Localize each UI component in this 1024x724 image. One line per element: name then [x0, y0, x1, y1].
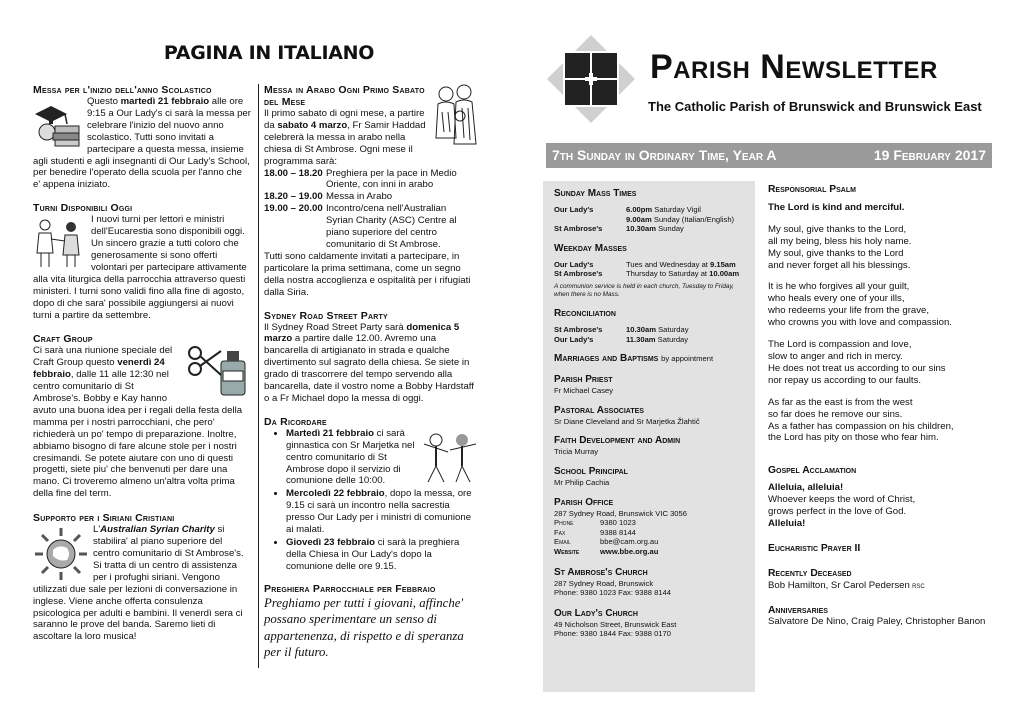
table-row: Email bbe@cam.org.au — [554, 537, 750, 547]
schedule-time: 19.00 – 20.00 — [264, 203, 323, 215]
weekday-note: A communion service is held in each church, Tuesday to Friday, when there is no Mass. — [554, 282, 734, 298]
psalm-stanza — [768, 224, 998, 272]
arabo-schedule — [264, 168, 476, 251]
psalm-stanza — [768, 281, 998, 329]
craft-text: Ci sarà una riunione speciale del Craft Group questo venerdì 24 febbraio, dalle 11 alle 12:30 nel centro comunitario di St Ambrose's. Bobby e Kay hanno avuto una buona idea per i regali della festa della mamma per i nostri parrocchiani, che pero' richiederà un po' tempo di preparazione. Inoltre, abbiamo bisogno di fare alcune stole per i nostri cresimandi. Se potete aiutare con uno di questi progetti, siete piu' che benvenuti per dare una mano. Ci troveremo almeno un'altra volta prima della fine del term. — [33, 345, 243, 500]
st-ambrose-phone: Phone: 9380 1023 Fax: 9388 8144 — [554, 588, 671, 598]
table-row: 9.00am Sunday (Italian/English) — [626, 214, 735, 224]
psalm-line: nor repay us according to our faults. — [768, 374, 922, 386]
parish-logo-icon — [545, 33, 637, 125]
section-heading: Responsorial Psalm — [768, 184, 856, 195]
arabo-intro: Il primo sabato di ogni mese, a partire da sabato 4 marzo, Fr Samir Haddad celebrerà la messa in arabo nella chiesa di St Ambrose. Ogni mese il programma sarà: — [264, 108, 426, 167]
deceased-names: Bob Hamilton, Sr Carol Pedersen rsc — [768, 579, 925, 591]
volunteers-icon — [33, 217, 87, 269]
psalm-line: so far does he remove our sins. — [768, 408, 903, 420]
psalm-line: who redeems your life from the grave, — [768, 305, 930, 317]
page-title-italian: PAGINA IN ITALIANO — [163, 42, 375, 64]
arabo-outro: Tutti sono caldamente invitati a partecipare, in particolare la prima settimana, come un segno della nostra accoglienza e ospitalità per i rifugiati dalla Siria. — [264, 250, 471, 298]
mass-times-table — [554, 205, 750, 234]
section-turni — [33, 202, 251, 321]
table-row: St Ambrose's 10.30am Saturday — [554, 324, 689, 334]
weekday-table — [554, 260, 750, 279]
gospel-line: grows perfect in the love of God. — [768, 506, 907, 518]
pastoral-names: Sr Diane Cleveland and Sr Marjetka Žlahtič — [554, 416, 700, 426]
section-heading: St Ambrose's Church — [554, 566, 648, 578]
section-heading: Parish Office — [554, 496, 614, 508]
table-row: Phone 9380 1023 — [554, 518, 636, 528]
section-arabo — [264, 84, 476, 299]
psalm-line: As far as the east is from the west — [768, 396, 913, 408]
list-item: • Martedì 21 febbraio ci sarà ginnastica con Sr Marjetka nel centro comunitario di St Ambrose dopo il servizio di comunione delle 10:00. — [286, 428, 476, 488]
psalm-line: As a father has compassion on his children, — [768, 420, 954, 432]
psalm-line: who crowns you with love and compassion. — [768, 317, 952, 329]
section-sydney-road — [264, 310, 476, 405]
section-craft — [33, 333, 251, 500]
psalm-line: My soul, give thanks to the Lord — [768, 247, 904, 259]
table-row: Our Lady's 6.00pm Saturday Vigil — [554, 205, 701, 214]
schedule-desc: Messa in Arabo — [326, 191, 393, 203]
school-books-icon — [31, 100, 83, 148]
email-link[interactable]: bbe@cam.org.au — [600, 537, 659, 547]
school-principal-name: Mr Philip Cachia — [554, 477, 610, 487]
sydney-road-text: Il Sydney Road Street Party sarà domenica 5 marzo a partire dalle 12.00. Avremo una bancarella di artigianato in strada e qualche divertimento sul sagrato della chiesa. Se siete in grado di trascorrere del tempo servendo alla bancarella, date il vostro nome a Bobby Hardstaff o a Fr Michael dopo la messa di oggi. — [264, 321, 474, 404]
liturgical-banner — [546, 143, 992, 168]
psalm-line: My soul, give thanks to the Lord, — [768, 223, 907, 235]
section-heading: Preghiera Parrocchiale per Febbraio — [264, 582, 436, 595]
liturgy-column — [768, 184, 998, 628]
section-heading: Reconciliation — [554, 307, 616, 319]
messa-inizio-text: Questo martedì 21 febbraio alle ore 9:15 a Our Lady's ci sarà la messa per celebrare l'inizio del nuovo anno scolastico. Tutti sono invitati a partecipare a questa messa, insieme agli studenti e agli insegnanti di Our Lady's School, per benedire l'operato della scuola per l'anno che e' appena iniziato. — [33, 96, 251, 191]
psalm-line: all my being, bless his holy name. — [768, 235, 912, 247]
italian-column-1 — [33, 84, 251, 643]
siriani-text: L'Australian Syrian Charity si stabilira' al piano superiore del centro comunitario di St Ambrose's. Si tratta di un centro di assistenza per i profughi siriani. Vengono utilizzati due sale per lezioni di conversazione in inglese. Viene anche offerta consulenza psicologica per adulti e bambini. Il venerdì sera ci saranno le prove del banda. Saremo lieti di ascoltare la loro musica! — [33, 524, 244, 643]
newsletter-date: 19 February 2017 — [873, 147, 986, 163]
gospel-line: Alleluia, alleluia! — [768, 482, 844, 494]
turni-text: I nuovi turni per lettori e ministri dell'Eucarestia sono disponibili oggi. Un sincero grazie a tutti coloro che generosamente si sono offerti volontari per partecipare attivamente alla vita liturgica della parrocchia attraverso questi ministeri. I turni sono validi fino alla fine di agosto, dopo di che sara' possibile aggiungersi ai nuovi turni a partire da settembre. — [33, 214, 247, 321]
australia-globe-icon — [33, 526, 89, 582]
priest-name: Fr Michael Casey — [554, 386, 614, 396]
schedule-time: 18.20 – 19.00 — [264, 191, 323, 203]
section-siriani — [33, 512, 251, 643]
sidebar-content — [554, 188, 750, 639]
column-divider — [258, 84, 259, 668]
section-heading: Weekday Masses — [554, 242, 627, 254]
psalm-line: and never forget all his blessings. — [768, 259, 911, 271]
section-heading: Turni Disponibili Oggi — [33, 202, 133, 215]
reconciliation-table — [554, 325, 750, 344]
table-row: St Ambrose's 10.30am Sunday — [554, 224, 684, 234]
section-heading: Supporto per i Siriani Cristiani — [33, 512, 175, 525]
section-heading: Messa per l'inizio dell'anno Scolastico — [33, 84, 212, 96]
italian-column-2 — [264, 84, 476, 661]
section-heading: Da Ricordare — [264, 415, 327, 428]
office-contact-table — [554, 518, 750, 556]
office-address: 287 Sydney Road, Brunswick VIC 3056 — [554, 508, 687, 518]
website-link[interactable]: www.bbe.org.au — [600, 546, 659, 556]
section-heading: Anniversaries — [768, 604, 828, 616]
our-lady-address: 49 Nicholson Street, Brunswick East — [554, 619, 677, 629]
section-heading: Parish Priest — [554, 374, 613, 386]
anniversaries-names: Salvatore De Nino, Craig Paley, Christopher Banon — [768, 616, 986, 628]
liturgical-day: 7th Sunday in Ordinary Time, Year A — [552, 147, 777, 163]
section-heading: Recently Deceased — [768, 567, 852, 579]
section-ricordare — [264, 416, 476, 573]
section-heading: Messa in Arabo Ogni Primo Sabato del Mese — [264, 84, 425, 108]
section-messa-inizio — [33, 84, 251, 191]
section-heading: Gospel Acclamation — [768, 465, 857, 477]
parish-info-sidebar — [543, 181, 755, 692]
schedule-time: 18.00 – 18.20 — [264, 167, 323, 179]
table-row: Our Lady's Tues and Wednesday at 9.15am — [554, 259, 736, 269]
table-row: St Ambrose's Thursday to Saturday at 10.00am — [554, 269, 740, 279]
section-heading: Pastoral Associates — [554, 404, 644, 416]
section-heading: Eucharistic Prayer II — [768, 542, 861, 554]
list-item: • Giovedì 23 febbraio ci sarà la preghiera della Chiesa in Our Lady's dopo la comunione delle ore 9.15. — [286, 537, 476, 573]
table-row: Our Lady's 11.30am Saturday — [554, 334, 689, 344]
holy-family-icon — [430, 82, 482, 154]
psalm-response: The Lord is kind and merciful. — [768, 201, 905, 213]
psalm-stanza — [768, 339, 998, 387]
preghiera-text: Preghiamo per tutti i giovani, affinche' possano sperimentare un senso di appartenenza, di rispetto e di speranza per il futuro. — [264, 595, 464, 660]
exercise-people-icon — [420, 428, 480, 484]
section-heading: Our Lady's Church — [554, 607, 638, 619]
schedule-desc: Preghiera per la pace in Medio Oriente, con inni in arabo — [326, 167, 457, 191]
psalm-line: who heals every one of your ills, — [768, 293, 905, 305]
section-heading: Sydney Road Street Party — [264, 309, 388, 322]
section-heading: Craft Group — [33, 333, 93, 346]
section-heading: Marriages and Baptisms by appointment — [554, 353, 714, 365]
table-row: Website www.bbe.org.au — [554, 547, 750, 557]
psalm-line: the Lord has pity on those who fear him. — [768, 432, 939, 444]
table-row: Fax 9388 8144 — [554, 527, 636, 537]
gospel-line: Alleluia! — [768, 517, 806, 529]
psalm-line: He does not treat us according to our sins — [768, 362, 946, 374]
schedule-desc: Incontro/cena nell'Australian Syrian Charity (ASC) Centre al piano superiore del centro comunitario di St Ambrose. — [326, 203, 457, 250]
our-lady-phone: Phone: 9380 1844 Fax: 9388 0170 — [554, 629, 671, 639]
newsletter-title: Parish Newsletter — [650, 48, 938, 86]
faith-name: Tricia Murray — [554, 447, 599, 457]
psalm-line: It is he who forgives all your guilt, — [768, 281, 910, 293]
section-heading: Faith Development and Admin — [554, 435, 681, 447]
psalm-stanza — [768, 397, 998, 445]
section-heading: Sunday Mass Times — [554, 188, 637, 199]
craft-scissors-glue-icon — [187, 345, 251, 401]
gospel-line: Whoever keeps the word of Christ, — [768, 494, 916, 506]
list-item: • Mercoledì 22 febbraio, dopo la messa, ore 9.15 ci sarà un incontro nella sacrestia presso Our Lady per i ministri di comunione ai malati. — [286, 488, 476, 536]
st-ambrose-address: 287 Sydney Road, Brunswick — [554, 578, 654, 588]
section-preghiera — [264, 583, 476, 661]
psalm-line: slow to anger and rich in mercy. — [768, 350, 903, 362]
psalm-line: The Lord is compassion and love, — [768, 339, 912, 351]
section-heading: School Principal — [554, 465, 628, 477]
newsletter-subtitle: The Catholic Parish of Brunswick and Brunswick East — [648, 99, 982, 114]
